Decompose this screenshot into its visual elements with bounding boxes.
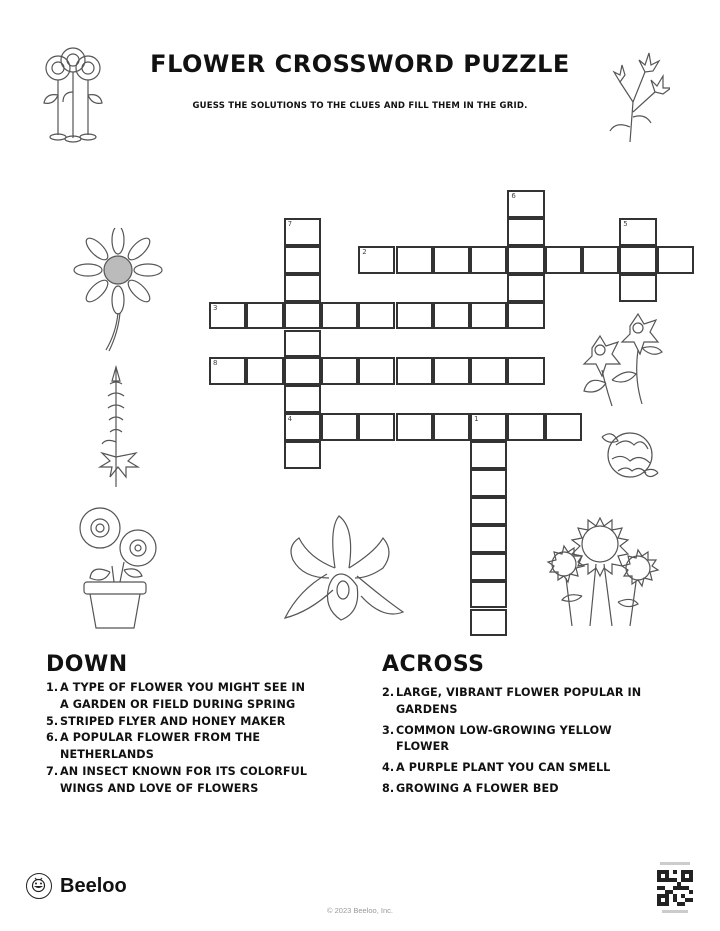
grid-cell[interactable]: [284, 246, 321, 274]
grid-cell[interactable]: [396, 413, 433, 441]
grid-cell[interactable]: [507, 218, 544, 246]
grid-cell[interactable]: [284, 274, 321, 302]
grid-cell[interactable]: [321, 357, 358, 385]
grid-cell[interactable]: [470, 497, 507, 525]
grid-cell[interactable]: [284, 218, 321, 246]
across-clue-2: 2. LARGE, VIBRANT FLOWER POPULAR IN GARDENS: [382, 686, 642, 716]
brand-logo: [26, 873, 127, 899]
grid-cell[interactable]: [507, 413, 544, 441]
grid-cell[interactable]: [470, 469, 507, 497]
grid-cell[interactable]: [619, 274, 656, 302]
down-clue-7: 7. AN INSECT KNOWN FOR ITS COLORFUL WINGS AND LOVE OF FLOWERS: [46, 764, 308, 795]
grid-cell[interactable]: [321, 302, 358, 330]
grid-cell[interactable]: [470, 553, 507, 581]
grid-cell[interactable]: [396, 246, 433, 274]
clue-number: 8: [213, 359, 218, 368]
grid-cell[interactable]: [470, 413, 507, 441]
qr-code-icon[interactable]: [657, 870, 693, 906]
grid-cell[interactable]: [507, 274, 544, 302]
grid-cell[interactable]: [507, 357, 544, 385]
grid-cell[interactable]: [433, 413, 470, 441]
bee-icon: [26, 873, 52, 899]
grid-cell[interactable]: [470, 302, 507, 330]
grid-cell[interactable]: [358, 413, 395, 441]
instructions: GUESS THE SOLUTIONS TO THE CLUES AND FILL THEM IN THE GRID.: [192, 101, 528, 111]
grid-cell[interactable]: [507, 190, 544, 218]
clue-number: 5: [623, 219, 628, 228]
across-heading: ACROSS: [382, 652, 485, 677]
grid-cell[interactable]: [396, 357, 433, 385]
grid-cell[interactable]: [433, 302, 470, 330]
grid-cell[interactable]: [470, 441, 507, 469]
clue-number: 7: [287, 219, 293, 228]
grid-cell[interactable]: [358, 302, 395, 330]
down-clue-6: 6. A POPULAR FLOWER FROM THE NETHERLANDS: [46, 731, 261, 762]
grid-cell[interactable]: [284, 302, 321, 330]
page-title: FLOWER CROSSWORD PUZZLE: [150, 50, 570, 78]
down-clues-section: [46, 652, 316, 798]
grid-cell[interactable]: [396, 302, 433, 330]
grid-cell[interactable]: [470, 357, 507, 385]
across-clue-4: 4. A PURPLE PLANT YOU CAN SMELL: [382, 761, 611, 775]
grid-cell[interactable]: [246, 357, 283, 385]
grid-cell[interactable]: [470, 246, 507, 274]
grid-cell[interactable]: [433, 246, 470, 274]
qr-caption-bottom: [662, 910, 688, 913]
qr-caption-top: [660, 862, 690, 865]
grid-cell[interactable]: [284, 385, 321, 413]
grid-cell[interactable]: [582, 246, 619, 274]
clue-number: 1: [474, 415, 479, 424]
across-clue-3: 3. COMMON LOW-GROWING YELLOW FLOWER: [382, 723, 612, 754]
grid-cell[interactable]: [209, 302, 246, 330]
brand-name: Beeloo: [60, 874, 127, 897]
across-clues-section: [382, 652, 652, 798]
clue-number: 6: [511, 192, 516, 200]
grid-cell[interactable]: [470, 581, 507, 609]
grid-cell[interactable]: [284, 330, 321, 358]
clue-number: 3: [213, 303, 218, 312]
grid-cell[interactable]: [507, 302, 544, 330]
grid-cell[interactable]: [284, 441, 321, 469]
grid-cell[interactable]: [246, 302, 283, 330]
clue-number: 4: [287, 415, 293, 424]
down-heading: DOWN: [46, 652, 128, 677]
across-clue-8: 8. GROWING A FLOWER BED: [382, 781, 559, 795]
grid-cell[interactable]: [507, 246, 544, 274]
grid-cell[interactable]: [321, 413, 358, 441]
grid-cell[interactable]: [470, 525, 507, 553]
down-clue-5: 5. STRIPED FLYER AND HONEY MAKER: [46, 714, 286, 728]
grid-cell[interactable]: [284, 413, 321, 441]
down-clue-1: 1. A TYPE OF FLOWER YOU MIGHT SEE IN A GARDEN OR FIELD DURING SPRING: [46, 681, 306, 711]
grid-cell[interactable]: [545, 413, 582, 441]
grid-cell[interactable]: [433, 357, 470, 385]
grid-cell[interactable]: [358, 357, 395, 385]
grid-cell[interactable]: [657, 246, 694, 274]
copyright: © 2023 Beeloo, Inc.: [327, 906, 393, 915]
grid-cell[interactable]: [284, 357, 321, 385]
grid-cell[interactable]: [619, 218, 656, 246]
grid-cell[interactable]: [470, 609, 507, 637]
grid-cell[interactable]: [619, 246, 656, 274]
grid-cell[interactable]: [545, 246, 582, 274]
grid-cell[interactable]: [358, 246, 395, 274]
clue-number: 2: [362, 247, 367, 256]
grid-cell[interactable]: [209, 357, 246, 385]
